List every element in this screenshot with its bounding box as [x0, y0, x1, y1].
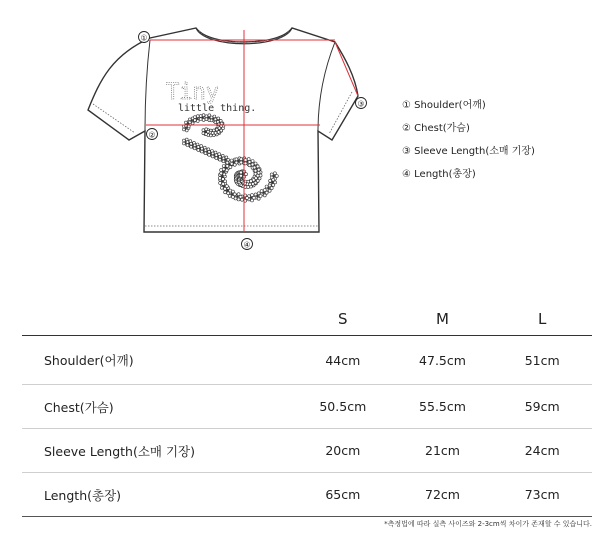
row-label: Length(총장) — [44, 487, 122, 503]
table-row — [22, 385, 592, 429]
svg-text:①: ① — [140, 33, 148, 43]
cell-l: 51cm — [524, 352, 560, 368]
legend-chest: ② Chest(가슴) — [402, 123, 470, 134]
size-table — [22, 303, 592, 517]
cell-l: 24cm — [524, 443, 560, 458]
cell-m: 55.5cm — [419, 399, 466, 414]
row-label: Sleeve Length(소매 기장) — [44, 443, 195, 459]
header-blank — [22, 303, 293, 336]
cell-s: 44cm — [325, 352, 361, 368]
measurement-legend — [402, 94, 535, 186]
marker-2 — [147, 129, 158, 140]
size-header-row — [22, 303, 592, 336]
marker-1 — [139, 32, 150, 43]
header-size-s: S — [338, 310, 348, 328]
cell-s: 50.5cm — [319, 399, 367, 414]
svg-text:④: ④ — [243, 240, 251, 250]
cell-s: 65cm — [325, 487, 361, 502]
legend-length: ④ Length(총장) — [402, 169, 476, 180]
table-row — [22, 336, 592, 385]
svg-text:③: ③ — [357, 99, 365, 109]
cell-m: 47.5cm — [419, 352, 466, 368]
cell-l: 73cm — [524, 487, 560, 502]
header-size-m: M — [436, 310, 449, 328]
marker-4 — [242, 239, 253, 250]
svg-text:②: ② — [148, 130, 156, 140]
legend-sleeve-length: ③ Sleeve Length(소매 기장) — [402, 146, 535, 157]
marker-3 — [356, 98, 367, 109]
tee-print-small: little thing. — [178, 103, 257, 114]
cell-l: 59cm — [524, 399, 560, 414]
row-label: Shoulder(어깨) — [44, 353, 134, 368]
cell-m: 72cm — [425, 487, 460, 502]
table-row — [22, 473, 592, 517]
measurement-note: *측정법에 따라 실측 사이즈와 2-3cm씩 차이가 존재할 수 있습니다. — [384, 520, 592, 528]
cell-s: 20cm — [325, 443, 361, 458]
header-size-l: L — [537, 310, 547, 328]
legend-shoulder: ① Shoulder(어깨) — [402, 100, 486, 111]
tee-print-big: Tiny — [166, 80, 219, 105]
table-row — [22, 429, 592, 473]
row-label: Chest(가슴) — [44, 399, 114, 415]
cell-m: 21cm — [425, 443, 460, 458]
